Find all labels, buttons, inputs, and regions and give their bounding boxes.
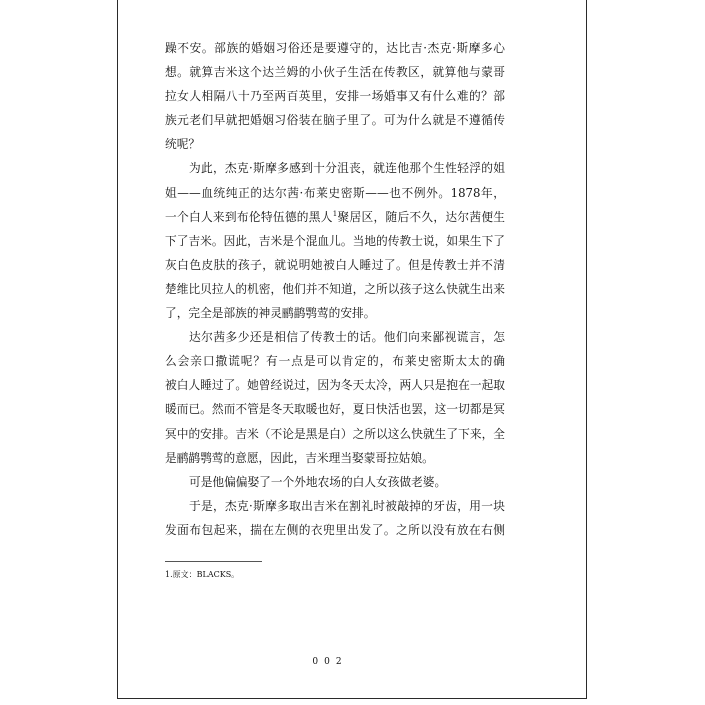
text-line: 统呢？ [165, 137, 201, 152]
text-line: 灰白色皮肤的孩子，就说明她被白人睡过了。但是传教士并不清 [165, 257, 505, 272]
paragraph-start-line: 可是他偏偏娶了一个外地农场的白人女孩做老婆。 [189, 474, 447, 489]
text-line: 么会亲口撒谎呢？有一点是可以肯定的，布莱史密斯太太的确 [165, 354, 505, 369]
text-segment: 一个白人来到布伦特伍德的黑人 [165, 209, 333, 224]
text-line: 被白人睡过了。她曾经说过，因为冬天太冷，两人只是抱在一起取 [165, 378, 505, 393]
text-line: 了，完全是部族的神灵鹂鹋鹗莺的安排。 [165, 306, 376, 321]
text-line: 是鹂鹋鹗莺的意愿，因此，吉米理当娶蒙哥拉姑娘。 [165, 450, 434, 465]
paragraph-start-line: 为此，杰克·斯摩多感到十分沮丧，就连他那个生性轻浮的姐 [189, 161, 505, 176]
text-line: 姐——血统纯正的达尔茜·布莱史密斯——也不例外。1878年， [165, 185, 505, 200]
footnote-reference: 1 [332, 209, 338, 218]
text-line: 下了吉米。因此，吉米是个混血儿。当地的传教士说，如果生下了 [165, 233, 505, 248]
text-line: 族元老们早就把婚姻习俗装在脑子里了。可为什么就是不遵循传 [165, 113, 505, 128]
paragraph-start-line: 于是，杰克·斯摩多取出吉米在割礼时被敲掉的牙齿，用一块 [189, 498, 505, 513]
text-line: 想。就算吉米这个达兰姆的小伙子生活在传教区，就算他与蒙哥 [165, 65, 505, 80]
text-line: 躁不安。部族的婚姻习俗还是要遵守的，达比吉·杰克·斯摩多心 [165, 41, 505, 55]
paragraph-start-line: 达尔茜多少还是相信了传教士的话。他们向来鄙视谎言，怎 [189, 330, 505, 345]
text-line: 拉女人相隔八十乃至两百英里，安排一场婚事又有什么难的？部 [165, 89, 505, 104]
footnote: 1.原文：BLACKS。 [165, 570, 240, 579]
text-line: 冥中的安排。吉米（不论是黑是白）之所以这么快就生了下来，全 [165, 426, 505, 441]
text-line: 发面布包起来，揣在左侧的衣兜里出发了。之所以没有放在右侧 [165, 522, 505, 537]
text-line: 楚维比贝拉人的机密，他们并不知道，之所以孩子这么快就生出来 [165, 281, 505, 296]
text-line: 暖而已。然而不管是冬天取暖也好，夏日快活也罢，这一切都是冥 [165, 402, 505, 417]
body-text [165, 36, 505, 542]
footnote-rule [165, 561, 262, 562]
page-number: 002 [312, 657, 348, 667]
text-line-with-footnote [165, 205, 505, 229]
text-segment: 聚居区，随后不久，达尔茜便生 [337, 209, 505, 224]
